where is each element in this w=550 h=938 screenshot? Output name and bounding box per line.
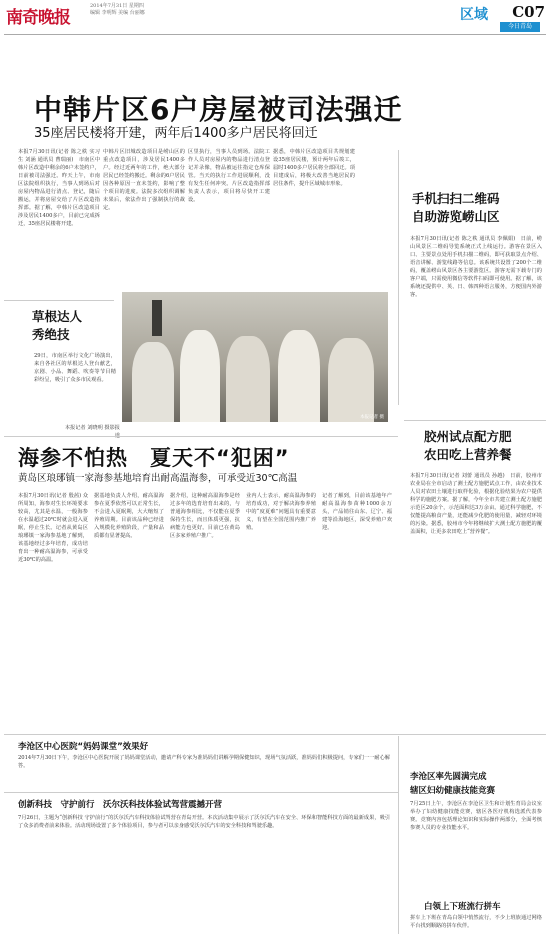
hospital-story-title: 李沧区中心医院“妈妈课堂”效果好 (18, 742, 149, 752)
photo-caption: 本报记者 摄 (360, 415, 384, 420)
issue-date: 2014年7月31日 星期四 (90, 3, 144, 9)
seacucumber-headline: 海参不怕热 夏天不“犯困” (18, 446, 290, 470)
qr-story-title (412, 190, 500, 226)
carpool-story-body: 拼车上下班在青岛白领中悄然流行，不少上班族通过网络平台找到顺路的拼车伙伴。 (410, 915, 542, 929)
grassroots-body: 29日，市南区举行文化广场演出，来自各社区的草根达人登台献艺，京剧、小品、舞蹈、吹奏等节目精彩纷呈，吸引了众多市民观看。 (34, 353, 116, 383)
performers-photo (122, 292, 388, 422)
section-subtitle: 今日青岛 (500, 22, 540, 32)
performer-figure (180, 330, 220, 422)
lead-column-3: 区里执行，当事人员到场。法院工作人员对房屋内的物品进行清点登记并录像，物品被运往指定仓库保管。当天的执行工作进展顺利，没有发生任何冲突。片区改造指挥部负责人表示，项目将尽快开工建设。 (188, 149, 270, 203)
section-name: 区域 (460, 7, 488, 23)
performer-figure (226, 336, 270, 422)
grassroots-title-line-1: 草根达人 (32, 309, 83, 324)
grassroots-title (32, 308, 132, 344)
issue-meta (90, 3, 145, 17)
lead-subhead: 35座居民楼将开建，两年后1400多户居民将回迁 (34, 126, 318, 141)
hospital-story-body: 2014年7月30日下午，李沧区中心医院开展了妈妈课堂活动，邀请产科专家为准妈妈们讲解孕期保健知识，现场气氛活跃，准妈妈们积极提问，专家们一一耐心解答。 (18, 755, 390, 769)
section-rule (4, 436, 398, 437)
qr-title-line-2: 自助游览崂山区 (412, 209, 500, 224)
licang-story-body: 7月25日上午，李沧区在李沧区卫生和计划生育局会议室举办了妇幼健康技能竞赛，辖区各医疗机构选派代表参赛。竞赛内容包括理论知识和实际操作两部分，全面考核参赛人员的专业技能水平。 (410, 801, 542, 831)
seacucumber-column-3: 据介绍，这种耐高温海参是经过多年的选育培育出来的，与普通海参相比，不仅能在夏季保持生长，而且体质更强，抗病能力也更好。目前已在黄岛区多家养殖户推广。 (170, 493, 240, 539)
lamp-post (152, 300, 162, 336)
section-rule (404, 420, 546, 421)
section-rule (4, 734, 546, 735)
section-rule (4, 300, 114, 301)
column-divider (398, 736, 399, 934)
licang-story-title-2: 辖区妇幼健康技能竞赛 (410, 786, 496, 796)
qr-title-line-1: 手机扫扫二维码 (412, 191, 500, 206)
masthead-rule (4, 34, 546, 35)
volvo-story-body: 7月26日，主题为“创新科技 守护前行”的沃尔沃汽车科技体验试驾营在青岛开营。本次活动集中展示了沃尔沃汽车在安全、环保和智能科技方面的最新成果，吸引了众多消费者前来体验。活动现场设置了多个体验项目，参与者可以亲身感受沃尔沃汽车的安全科技和驾驶乐趣。 (18, 815, 390, 829)
jiaozhou-title (424, 428, 512, 464)
newspaper-logo: 南奇晚报 (6, 8, 70, 28)
licang-story-title: 李沧区率先圆满完成 (410, 772, 487, 782)
volvo-story-title: 创新科技 守护前行 沃尔沃科技体验试驾营震撼开营 (18, 800, 223, 810)
jiaozhou-title-line-1: 胶州试点配方肥 (424, 429, 512, 444)
jiaozhou-title-line-2: 农田吃上营养餐 (424, 447, 512, 462)
carpool-story-title: 白领上下班流行拼车 (424, 902, 501, 912)
lead-column-4: 据悉，中韩片区改造项目共规划建设35座居民楼，预计两年后竣工，届时1400多户居民将全部回迁。项目建成后，将极大改善当地居民的居住条件，提升区域城市形象。 (273, 149, 355, 187)
lead-column-2: 中韩片区旧城改造项目是崂山区的重点改造项目，涉及居民1400多户。经过近两年的工作，绝大部分居民已经签约搬迁。剩余的6户居民因各种原因一直未签约，影响了整个项目的进度。法院多次组织调解未果后，依法作出了强制执行的裁定。 (103, 149, 185, 211)
column-divider (398, 150, 399, 405)
seacucumber-column-2: 据基地负责人介绍，耐高温海参在夏季依然可以正常生长，不会进入夏眠期，大大缩短了养殖周期。目前该品种已经进入规模化养殖阶段，产量和品质都有显著提高。 (94, 493, 164, 539)
grassroots-title-line-2: 秀绝技 (32, 327, 70, 342)
seacucumber-column-4: 业内人士表示，耐高温海参的培育成功，对于解决海参养殖中的“度夏难”问题具有重要意义，有望在全国范围内推广养殖。 (246, 493, 316, 531)
performer-figure (132, 342, 174, 422)
seacucumber-column-1: 本报7月30日讯(记者 殷茜) 众所周知，海参对生长环境要求较高，尤其是水温，一般海参在水温超过20℃时就会进入夏眠，停止生长。记者从黄岛区琅琊镇一家海参基地了解到，该基地经过多年培育，成功培育出一种耐高温海参，可承受近30℃的高温。 (18, 493, 88, 563)
section-rule (4, 792, 398, 793)
seacucumber-column-5: 记者了解到，目前该基地年产耐高温海参苗种1000余万头，产品销往山东、辽宁、福建等沿海地区，深受养殖户欢迎。 (322, 493, 392, 531)
lead-column-1: 本报7月30日讯(记者 陈之秩 实习生 刘涵 通讯员 曹瑞丽) 市南区中韩片区改造中剩余的6户未签约户，日前被司法强迁。昨天上午，市南区法院组织执行，当事人到场后对房屋内物品进行清点、登记，随后搬运，并将房屋交给了片区改造指挥部。据了解，中韩片区改造项目涉及居民1400多户，目前已完成拆迁，35座居民楼将开建。 (18, 149, 100, 227)
seacucumber-subhead: 黄岛区琅琊镇一家海参基地培育出耐高温海参，可承受近30℃高温 (18, 473, 298, 484)
page-code: C07 (512, 3, 545, 21)
jiaozhou-body: 本报7月30日讯(记者 刘蕾 通讯员 孙越) 日前，胶州市农业局在全市启动了测土配方施肥试点工作，由农业技术人员对农田土壤进行取样化验，根据化验结果为农户提供科学的施肥方案。据了解，今年全市共建立测土配方施肥示范区20余个，示范面积达3万余亩。通过科学施肥，不仅能提高粮食产量，还能减少化肥的使用量，减轻对环境的污染。据悉，胶州市今年将继续扩大测土配方施肥的覆盖面积，让更多农田吃上“营养餐”。 (410, 473, 542, 535)
grassroots-byline: 本报记者 刘晓明 摄影报 (64, 425, 120, 431)
qr-story-body: 本报7月30日讯(记者 陈之秩 通讯员 李佩娟) 日前，崂山风景区二维码导览系统正式上线运行。游客在景区入口、主要景点处用手机扫描二维码，即可获取景点介绍、语音讲解、游览线路等信息。该系统共设置了200个二维码，覆盖崂山风景区各主要游览区。游客无需下载专门的客户端，只需使用微信等软件扫码即可使用。据了解，该系统还提供中、英、日、韩四种语言服务，方便国内外游客。 (410, 236, 542, 298)
performer-figure (278, 330, 320, 422)
editor-credits: 编辑 李明辉 美编 台丽娜 (90, 10, 145, 16)
performer-figure (328, 338, 374, 422)
lead-headline: 中韩片区6户房屋被司法强迁 (34, 93, 403, 126)
